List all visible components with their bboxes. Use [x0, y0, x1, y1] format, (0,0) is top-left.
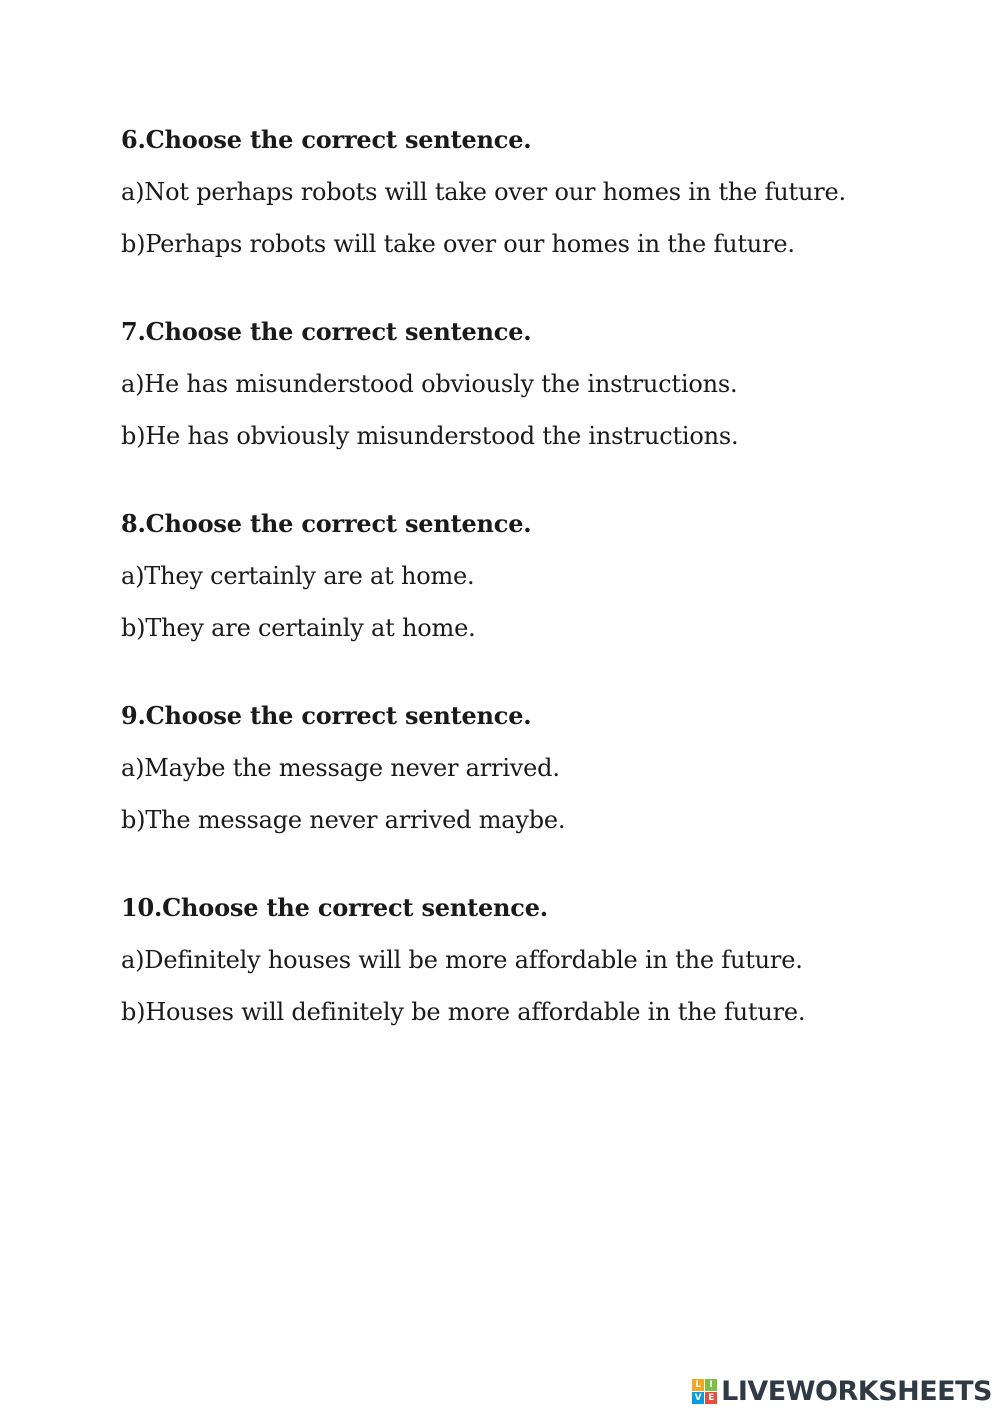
question-title: 7.Choose the correct sentence. [121, 317, 532, 346]
question-8 [121, 506, 941, 646]
question-title: 10.Choose the correct sentence. [121, 893, 548, 922]
option-b[interactable]: b)Perhaps robots will take over our homes in the future. [121, 230, 795, 258]
option-b[interactable]: b)He has obviously misunderstood the instructions. [121, 422, 739, 450]
option-a[interactable]: a)He has misunderstood obviously the instructions. [121, 370, 738, 398]
option-b[interactable]: b)Houses will definitely be more affordable in the future. [121, 998, 806, 1026]
logo-icon [692, 1379, 717, 1404]
logo-block-e: E [705, 1392, 717, 1404]
option-a[interactable]: a)They certainly are at home. [121, 562, 475, 590]
logo-block-i: I [705, 1379, 717, 1391]
worksheet [121, 122, 941, 1082]
question-title: 6.Choose the correct sentence. [121, 125, 532, 154]
question-10 [121, 890, 941, 1030]
logo-block-v: V [692, 1392, 704, 1404]
option-a[interactable]: a)Definitely houses will be more affordable in the future. [121, 946, 803, 974]
option-b[interactable]: b)The message never arrived maybe. [121, 806, 566, 834]
option-a[interactable]: a)Maybe the message never arrived. [121, 754, 560, 782]
question-9 [121, 698, 941, 838]
question-title: 8.Choose the correct sentence. [121, 509, 532, 538]
question-title: 9.Choose the correct sentence. [121, 701, 532, 730]
option-b[interactable]: b)They are certainly at home. [121, 614, 476, 642]
logo-text: LIVEWORKSHEETS [721, 1376, 992, 1407]
liveworksheets-logo [692, 1376, 992, 1407]
question-7 [121, 314, 941, 454]
option-a[interactable]: a)Not perhaps robots will take over our homes in the future. [121, 178, 846, 206]
question-6 [121, 122, 941, 262]
logo-block-l: L [692, 1379, 704, 1391]
